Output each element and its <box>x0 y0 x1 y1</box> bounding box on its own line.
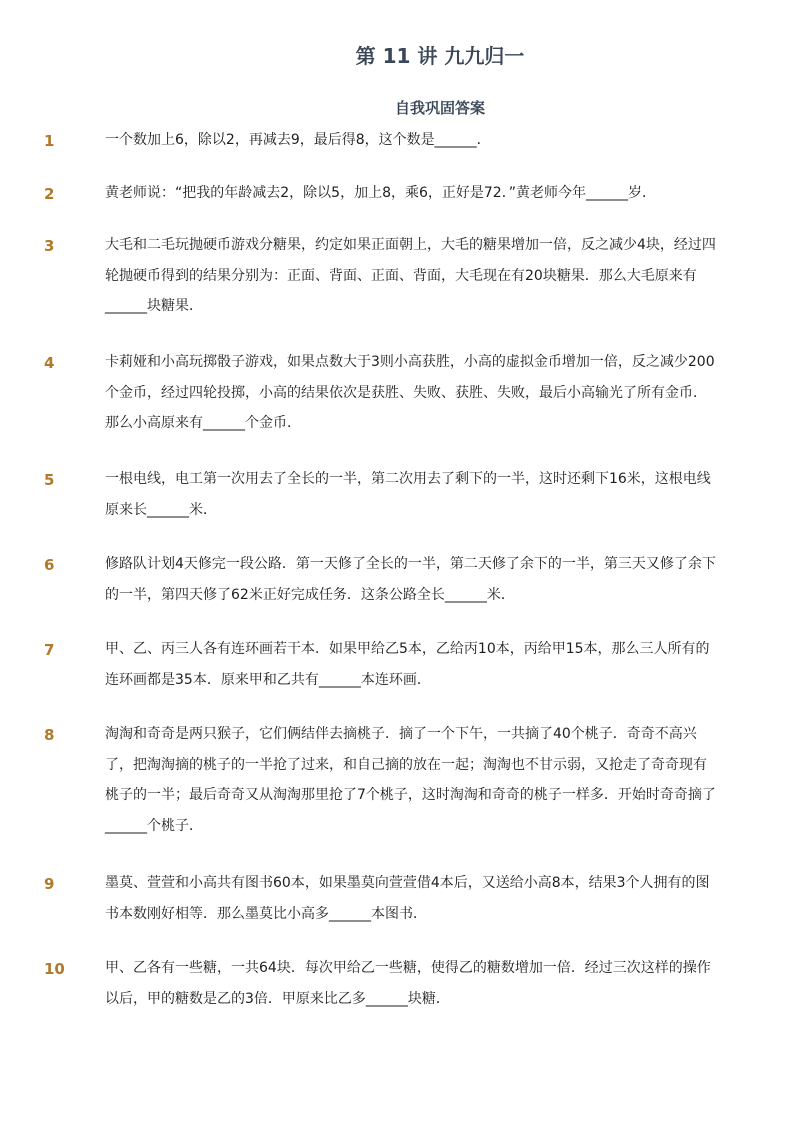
question-text: 淘淘和奇奇是两只猴子，它们俩结伴去摘桃子．摘了一个下午，一共摘了40个桃子．奇奇不高兴了，把淘淘摘的桃子的一半抢了过来，和自己摘的放在一起；淘淘也不甘示弱，又抢走了奇奇现有桃子的一半；最后奇奇又从淘淘那里抢了7个桃子，这时淘淘和奇奇的桃子一样多．开始时奇奇摘了______个桃子． <box>105 726 716 834</box>
question-number: 4 <box>44 354 55 372</box>
question-text: 一根电线，电工第一次用去了全长的一半，第二次用去了剩下的一半，这时还剩下16米，这根电线原来长______米． <box>105 471 711 518</box>
question-text: 黄老师说：“把我的年龄减去2，除以5，加上8，乘6，正好是72．”黄老师今年______岁． <box>105 185 656 201</box>
section-subtitle: 自我巩固答案 <box>394 99 485 117</box>
question-number: 2 <box>44 185 55 203</box>
question-text: 甲、乙、丙三人各有连环画若干本．如果甲给乙5本，乙给丙10本，丙给甲15本，那么三人所有的连环画都是35本．原来甲和乙共有______本连环画． <box>105 641 710 688</box>
question-number: 6 <box>44 556 55 574</box>
question-text: 一个数加上6，除以2，再减去9，最后得8，这个数是______． <box>105 132 491 148</box>
question-number: 5 <box>44 471 55 489</box>
question-text: 卡莉娅和小高玩掷骰子游戏，如果点数大于3则小高获胜，小高的虚拟金币增加一倍，反之减少200个金币，经过四轮投掷，小高的结果依次是获胜、失败、获胜、失败，最后小高输光了所有金币．那么小高原来有______个金币． <box>105 354 715 431</box>
question-number: 9 <box>44 875 55 893</box>
question-number: 1 <box>44 132 55 150</box>
question-text: 大毛和二毛玩抛硬币游戏分糖果，约定如果正面朝上，大毛的糖果增加一倍，反之减少4块，经过四轮抛硬币得到的结果分别为：正面、背面、正面、背面，大毛现在有20块糖果．那么大毛原来有______块糖果． <box>105 237 716 314</box>
question-number: 10 <box>44 960 65 978</box>
question-text: 甲、乙各有一些糖，一共64块．每次甲给乙一些糖，使得乙的糖数增加一倍．经过三次这样的操作以后，甲的糖数是乙的3倍．甲原来比乙多______块糖． <box>105 960 711 1007</box>
question-number: 8 <box>44 726 55 744</box>
question-number: 7 <box>44 641 55 659</box>
lesson-title: 第 11 讲 九九归一 <box>355 44 525 68</box>
question-text: 墨莫、萱萱和小高共有图书60本，如果墨莫向萱萱借4本后，又送给小高8本，结果3个人拥有的图书本数刚好相等．那么墨莫比小高多______本图书． <box>105 875 710 922</box>
question-number: 3 <box>44 237 55 255</box>
question-text: 修路队计划4天修完一段公路．第一天修了全长的一半，第二天修了余下的一半，第三天又修了余下的一半，第四天修了62米正好完成任务．这条公路全长______米． <box>105 556 716 603</box>
